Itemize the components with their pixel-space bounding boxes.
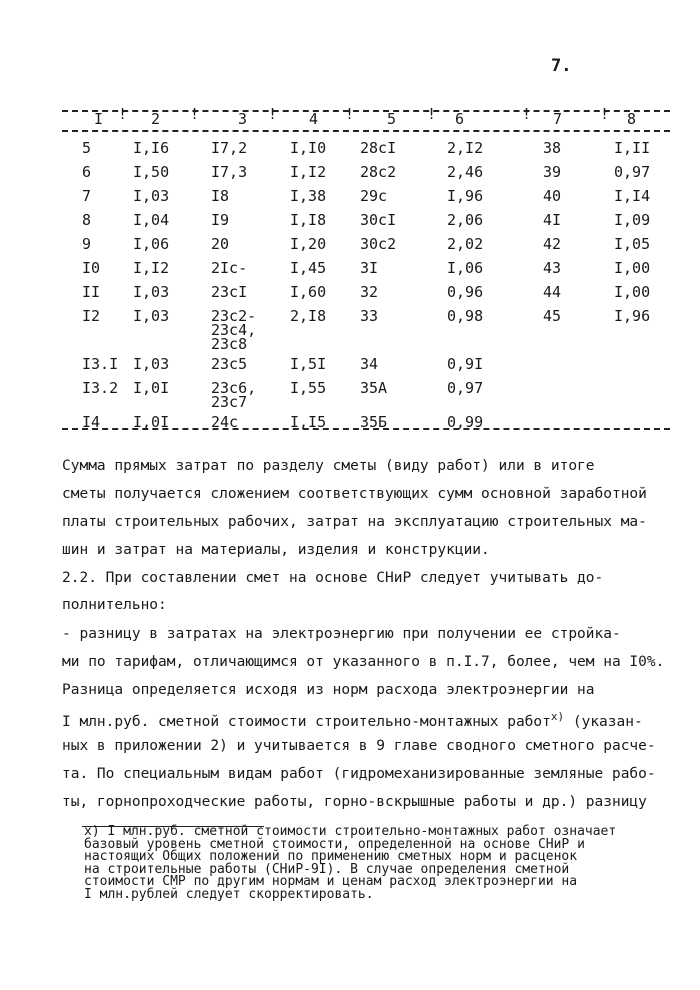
table-cell: 0,97 — [447, 379, 484, 397]
text-line: Разница определяется исходя из норм расхода электроэнергии на — [62, 682, 595, 698]
table-header-separator: ! — [268, 105, 278, 123]
table-cell: 39 — [543, 163, 562, 181]
table-cell: 6 — [82, 163, 92, 181]
table-cell: I,03 — [133, 187, 170, 205]
table-cell: I,I8 — [290, 211, 327, 229]
text-line: ми по тарифам, отличающимся от указанного в п.I.7, более, чем на I0%. — [62, 654, 665, 670]
table-cell: I7,3 — [211, 163, 248, 181]
table-cell: 45 — [543, 307, 562, 325]
table-header-separator: ! — [600, 105, 610, 123]
footnote-line: стоимости СМР по другим нормам и ценам расход электроэнергии на — [84, 874, 578, 890]
table-cell: 2,02 — [447, 235, 484, 253]
table-cell: I,06 — [133, 235, 170, 253]
table-bottom-rule — [62, 428, 670, 430]
table-cell: I,03 — [133, 283, 170, 301]
table-cell: I,03 — [133, 307, 170, 325]
table-cell: I,0I — [133, 379, 170, 397]
table-cell: I9 — [211, 211, 230, 229]
table-header-separator: ! — [427, 105, 437, 123]
footnote-mark: x) — [550, 710, 565, 723]
table-cell: I,60 — [290, 283, 327, 301]
text-line: ты, горнопроходческие работы, горно-вскрышные работы и др.) разницу — [62, 794, 647, 810]
table-cell: I7,2 — [211, 139, 248, 157]
table-cell: I,I2 — [290, 163, 327, 181]
text-line: полнительно: — [62, 597, 167, 613]
table-cell: 34 — [360, 355, 379, 373]
table-cell: 24c — [211, 413, 239, 431]
footnote-line: настоящих Общих положений по применению сметных норм и расценок — [84, 849, 578, 865]
table-cell: 0,9I — [447, 355, 484, 373]
table-header-separator: ! — [522, 105, 532, 123]
table-cell: 2,06 — [447, 211, 484, 229]
table-cell: 7 — [82, 187, 92, 205]
table-cell: I,55 — [290, 379, 327, 397]
table-cell: I,04 — [133, 211, 170, 229]
table-cell: 5 — [82, 139, 92, 157]
table-cell: 0,98 — [447, 307, 484, 325]
table-cell: 2,I2 — [447, 139, 484, 157]
table-cell: 28cI — [360, 139, 397, 157]
table-cell: I,I2 — [133, 259, 170, 277]
table-cell: 23cI — [211, 283, 248, 301]
table-cell: I,05 — [614, 235, 651, 253]
table-header-separator: ! — [118, 105, 128, 123]
footnote-line: I млн.рублей следует скорректировать. — [84, 887, 374, 902]
table-cell: 9 — [82, 235, 92, 253]
table-cell: 0,97 — [614, 163, 651, 181]
table-cell: 42 — [543, 235, 562, 253]
table-header-2: 2 — [151, 110, 161, 128]
table-cell: I,96 — [614, 307, 651, 325]
table-header-separator: ! — [345, 105, 355, 123]
table-cell: I3.2 — [82, 379, 119, 397]
table-cell: I,0I — [133, 413, 170, 431]
table-cell: 3I — [360, 259, 379, 277]
table-cell: I,38 — [290, 187, 327, 205]
table-cell: I,I6 — [133, 139, 170, 157]
table-cell: I,00 — [614, 259, 651, 277]
table-cell: 30c2 — [360, 235, 397, 253]
table-header-separator: ! — [190, 105, 200, 123]
page-number: 7. — [551, 56, 572, 76]
table-cell: I3.I — [82, 355, 119, 373]
footnote-line: x) I млн.руб. сметной стоимости строительно-монтажных работ означает — [84, 824, 617, 839]
table-cell: I,5I — [290, 355, 327, 373]
table-cell: I,20 — [290, 235, 327, 253]
table-cell: 0,99 — [447, 413, 484, 431]
table-cell: 33 — [360, 307, 379, 325]
table-cell: 28c2 — [360, 163, 397, 181]
table-cell: I0 — [82, 259, 101, 277]
table-cell: I,45 — [290, 259, 327, 277]
table-cell: 20 — [211, 235, 230, 253]
table-cell: II — [82, 283, 101, 301]
table-header-3: 3 — [238, 110, 248, 128]
table-cell: 44 — [543, 283, 562, 301]
table-cell: I4 — [82, 413, 101, 431]
table-cell: I8 — [211, 187, 230, 205]
table-cell: 30cI — [360, 211, 397, 229]
table-cell: I,00 — [614, 283, 651, 301]
table-cell: 2,I8 — [290, 307, 327, 325]
table-header-5: 5 — [387, 110, 397, 128]
text-line: ных в приложении 2) и учитывается в 9 главе сводного сметного расче- — [62, 738, 656, 754]
text-line: - разницу в затратах на электроэнергию при получении ее стройка- — [62, 626, 621, 642]
table-cell: I,II — [614, 139, 651, 157]
text-line: та. По специальным видам работ (гидромеханизированные земляные рабо- — [62, 766, 656, 782]
text-line: 2.2. При составлении смет на основе СНиР следует учитывать до- — [62, 570, 604, 586]
table-header-7: 7 — [553, 110, 563, 128]
table-header-1: I — [94, 110, 104, 128]
table-cell: I,03 — [133, 355, 170, 373]
table-cell: 35A — [360, 379, 388, 397]
table-cell: 35Б — [360, 413, 388, 431]
table-cell: I,96 — [447, 187, 484, 205]
table-cell: 0,96 — [447, 283, 484, 301]
text-line: сметы получается сложением соответствующих сумм основной заработной — [62, 486, 647, 502]
table-header-8: 8 — [627, 110, 637, 128]
table-cell: 32 — [360, 283, 379, 301]
footnote-line: базовый уровень сметной стоимости, определенной на основе СНиР и — [84, 836, 585, 852]
table-header-rule — [62, 130, 670, 132]
text-line: Сумма прямых затрат по разделу сметы (виду работ) или в итоге — [62, 458, 595, 474]
text-line: I млн.руб. сметной стоимости строительно-монтажных работ$^{x)}$ (указан- — [62, 710, 643, 730]
table-cell: I,06 — [447, 259, 484, 277]
table-cell: 2,46 — [447, 163, 484, 181]
table-cell: 29c — [360, 187, 388, 205]
table-cell: 43 — [543, 259, 562, 277]
text-line: шин и затрат на материалы, изделия и конструкции. — [62, 542, 490, 558]
table-cell: I,I4 — [614, 187, 651, 205]
table-cell: I2 — [82, 307, 101, 325]
table-cell: 23c6, 23c7 — [211, 379, 257, 411]
text-line: платы строительных рабочих, затрат на эксплуатацию строительных ма- — [62, 514, 647, 530]
table-cell: 2Ic- — [211, 259, 248, 277]
table-cell: 38 — [543, 139, 562, 157]
table-header-6: 6 — [455, 110, 465, 128]
table-cell: I,50 — [133, 163, 170, 181]
table-cell: I,I0 — [290, 139, 327, 157]
table-cell: 8 — [82, 211, 92, 229]
table-cell: 23c5 — [211, 355, 248, 373]
table-cell: 4I — [543, 211, 562, 229]
footnote-line: на строительные работы (СНиР-9I). В случае определения сметной — [84, 861, 570, 877]
table-cell: 40 — [543, 187, 562, 205]
table-header-4: 4 — [309, 110, 319, 128]
table-cell: I,09 — [614, 211, 651, 229]
table-cell: I,I5 — [290, 413, 327, 431]
table-cell: 23c2- 23c4, 23c8 — [211, 307, 257, 353]
